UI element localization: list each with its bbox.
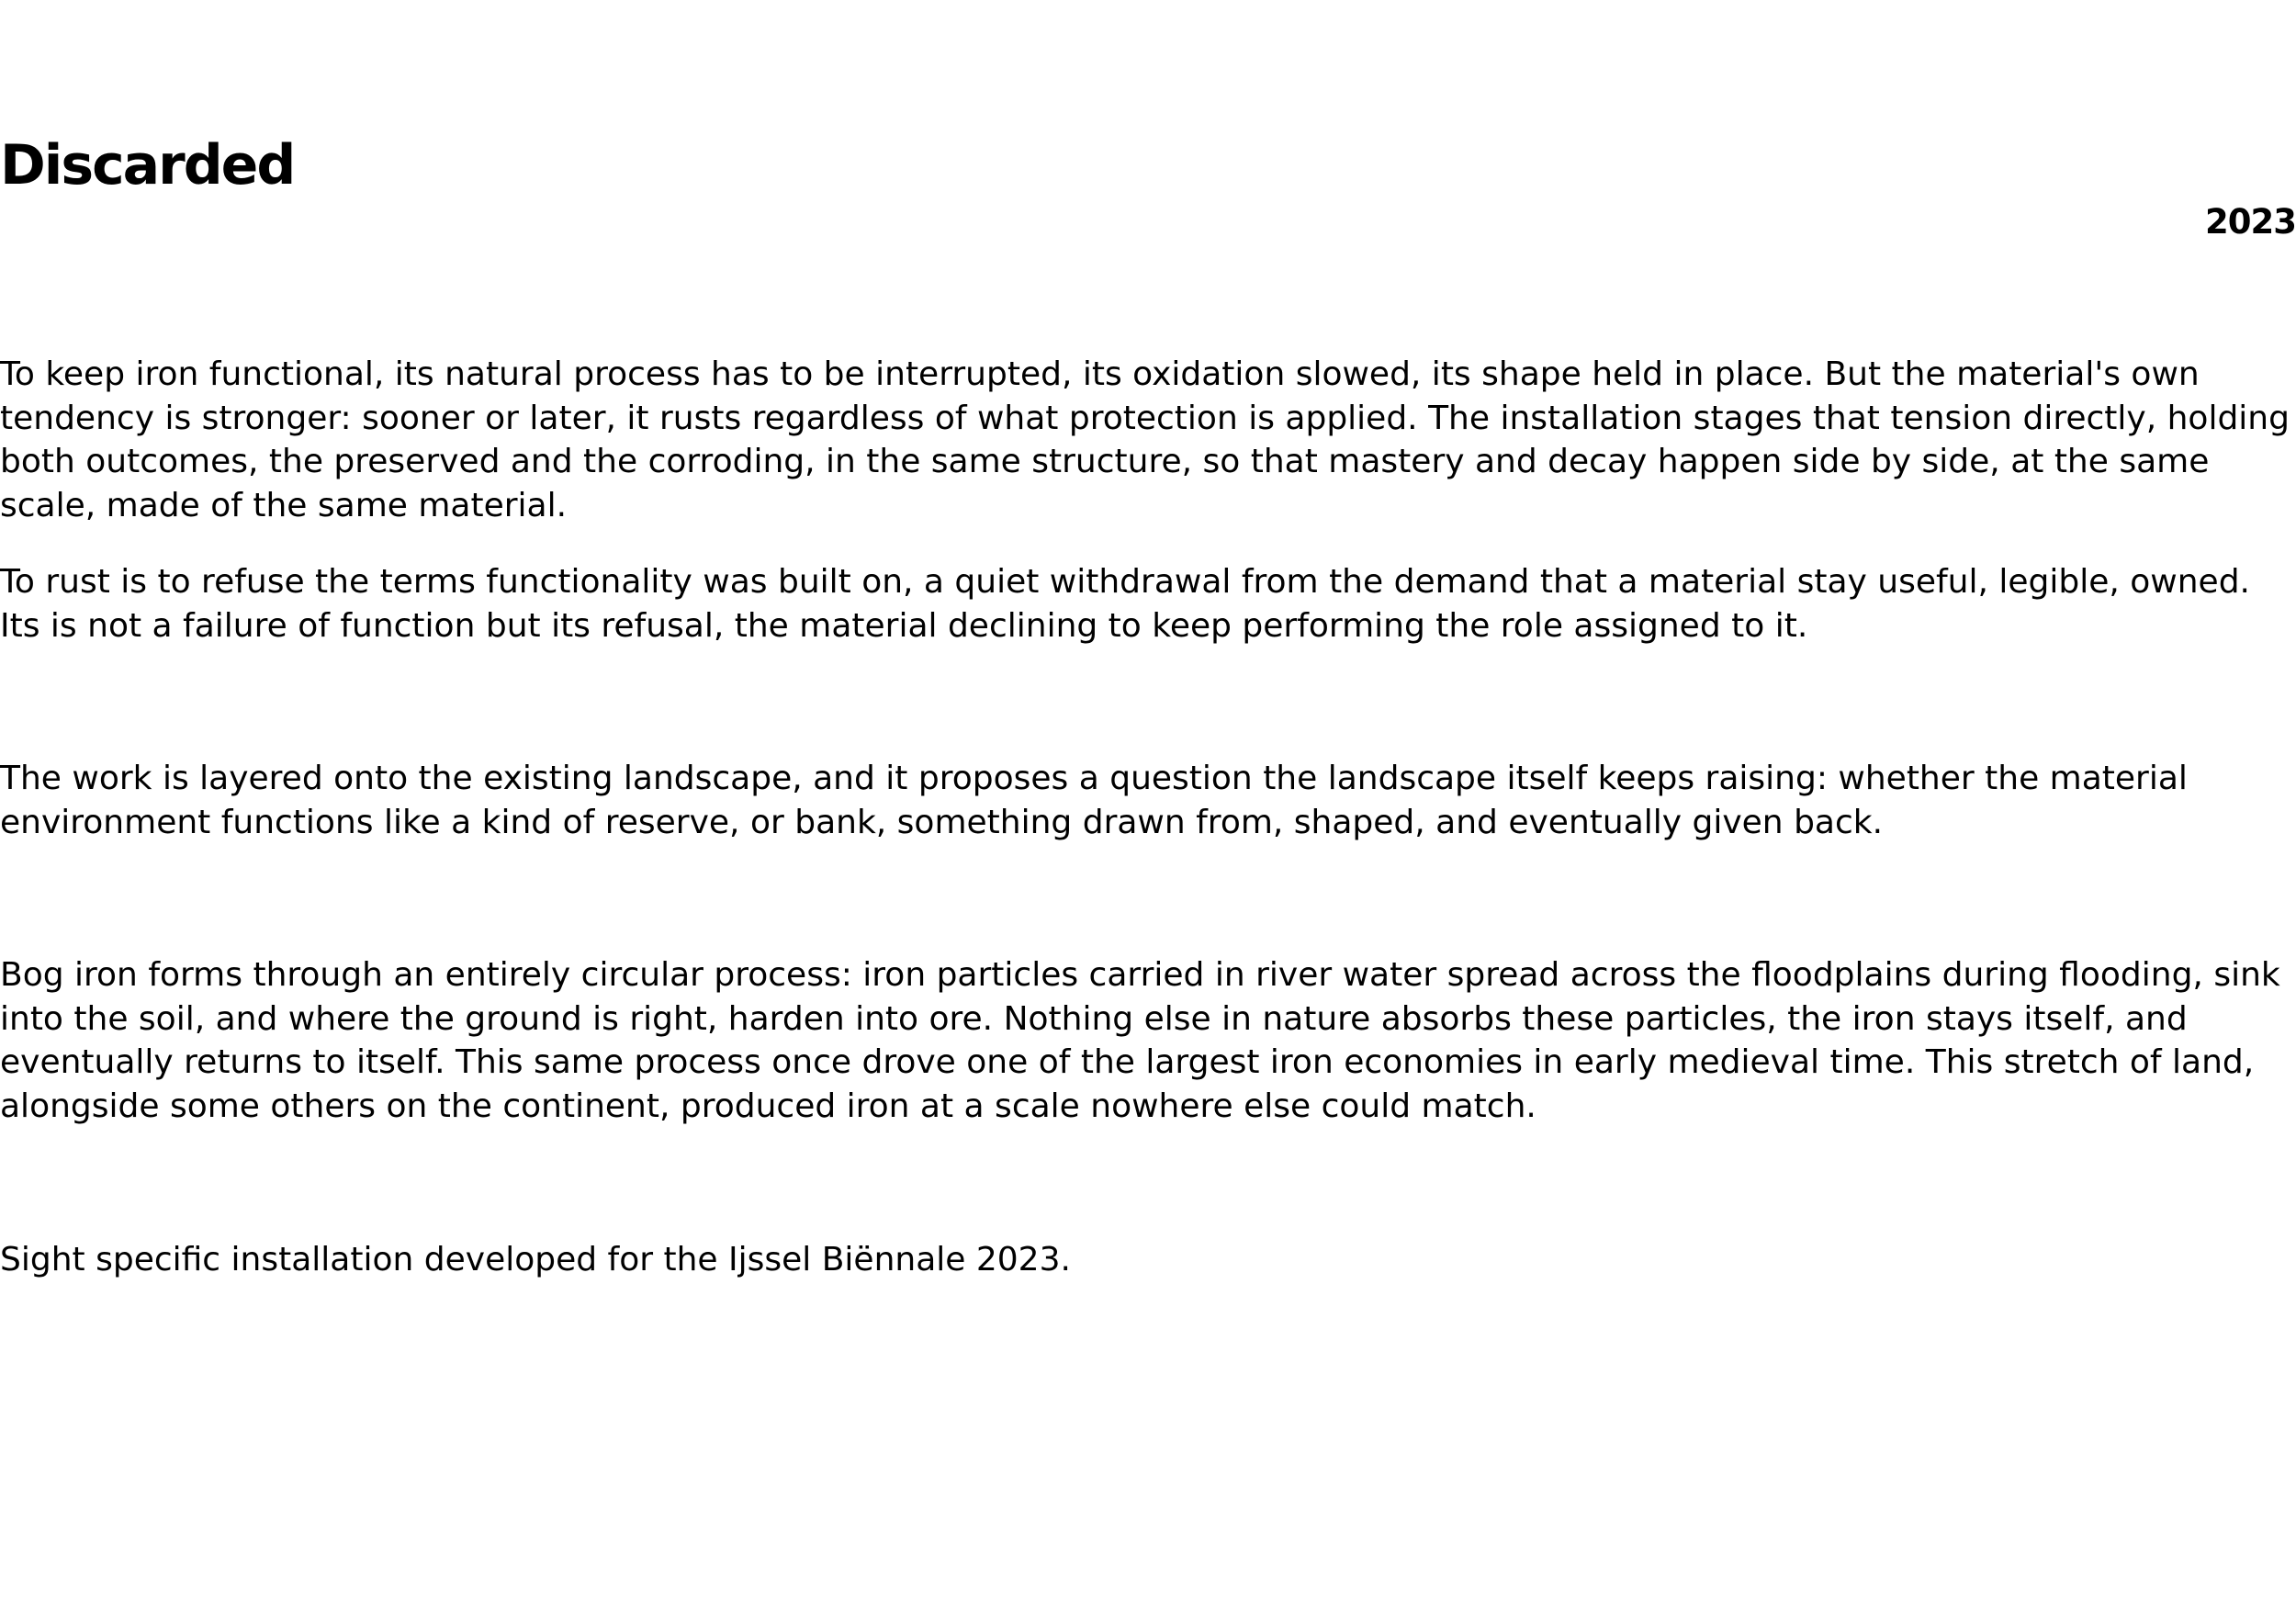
description-paragraph-4: Bog iron forms through an entirely circular process: iron particles carried in river water spread across the floodplains during flooding, sink into the soil, and where the ground is right, harden into ore. Nothing else in nature absorbs these particles, the iron stays itself, and eventually returns to itself. This same process once drove one of the largest iron economies in early medieval time. This stretch of land, alongside some others on the continent, produced iron at a scale nowhere else could match. [0, 956, 2280, 1125]
project-title: Discarded [0, 133, 295, 197]
description-paragraph-1: To keep iron functional, its natural process has to be interrupted, its oxidation slowed, its shape held in place. But the material's own tendency is stronger: sooner or later, it rusts regardless of what protection is applied. The installation stages that tension directly, holding both outcomes, the preserved and the corroding, in the same structure, so that mastery and decay happen side by side, at the same scale, made of the same material. [0, 355, 2290, 524]
credit-line: Sight specific installation developed for the Ijssel Biënnale 2023. [0, 1241, 1071, 1278]
description-paragraph-3: The work is layered onto the existing landscape, and it proposes a question the landscape itself keeps raising: whether the material environment functions like a kind of reserve, or bank, something drawn from, shaped, and eventually given back. [0, 760, 2188, 841]
description-paragraph-2: To rust is to refuse the terms functionality was built on, a quiet withdrawal from the demand that a material stay useful, legible, owned. Its is not a failure of function but its refusal, the material declining to keep performing the role assigned to it. [0, 563, 2250, 645]
project-year: 2023 [2205, 202, 2296, 242]
